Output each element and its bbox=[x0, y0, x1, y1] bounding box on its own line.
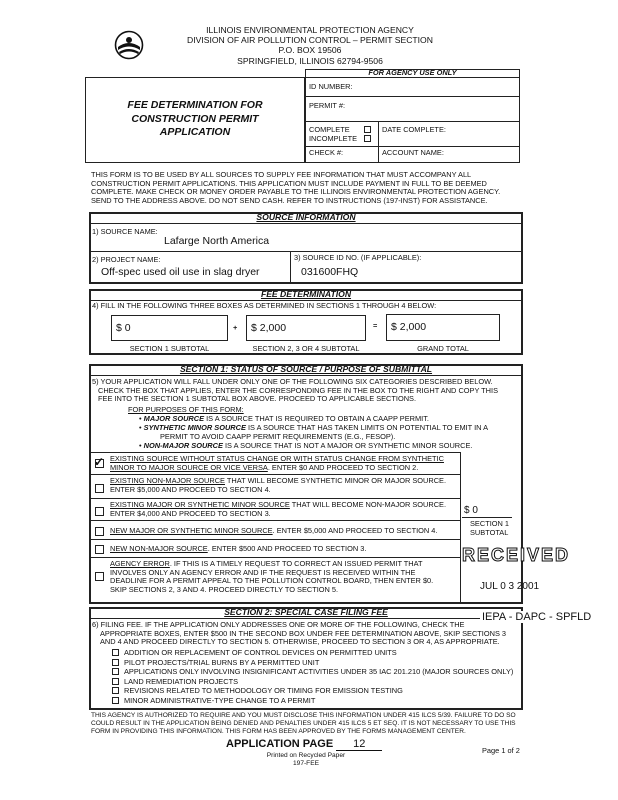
option-line-u: MINOR TO MAJOR SOURCE OR VICE VERSA bbox=[110, 462, 268, 472]
option-line: ENTER $5,000 AND PROCEED TO SECTION 4. bbox=[110, 484, 271, 494]
option-line-u: EXISTING NON-MAJOR SOURCE bbox=[110, 476, 225, 485]
option-line-rest: . ENTER $0 AND PROCEED TO SECTION 2. bbox=[267, 462, 419, 472]
special-case-checkbox[interactable] bbox=[112, 697, 119, 704]
special-case-label: MINOR ADMINISTRATIVE-TYPE CHANGE TO A PERMIT bbox=[124, 695, 316, 705]
account-name-label: ACCOUNT NAME: bbox=[382, 148, 444, 157]
application-page-label: APPLICATION PAGE bbox=[226, 738, 334, 750]
definition-text: IS A SOURCE THAT IS NOT A MAJOR OR SYNTHETIC MINOR SOURCE. bbox=[222, 441, 473, 450]
section1-intro-line: FEE INTO THE SECTION 1 SUBTOTAL BOX ABOVE. PROCEED TO APPLICABLE SECTIONS. bbox=[98, 394, 417, 404]
source-id-label: 3) SOURCE ID NO. (IF APPLICABLE): bbox=[294, 253, 422, 262]
intro-line: CONSTRUCTION PERMIT APPLICATIONS. THIS APPLICATION MUST INCLUDE PAYMENT IN FULL TO BE DEEMED bbox=[91, 178, 487, 188]
special-case-checkbox[interactable] bbox=[112, 678, 119, 685]
option-line: EXISTING SOURCE WITHOUT STATUS CHANGE OR WITH STATUS CHANGE FROM SYNTHETIC bbox=[110, 454, 444, 463]
subtotal-caption-line: SECTION 1 bbox=[470, 519, 510, 528]
purposes-label: FOR PURPOSES OF THIS FORM: bbox=[128, 405, 244, 414]
source-name-label: 1) SOURCE NAME: bbox=[92, 227, 158, 236]
option-line-rest: THAT WILL BECOME NON-MAJOR SOURCE. bbox=[289, 500, 447, 509]
section1-subtotal-field[interactable]: $ 0 bbox=[464, 505, 478, 516]
option-new-major-text bbox=[110, 527, 437, 536]
city-address: SPRINGFIELD, ILLINOIS 62794-9506 bbox=[237, 56, 383, 66]
complete-checkbox[interactable] bbox=[364, 126, 371, 133]
option-new-nonmajor-text bbox=[110, 545, 366, 554]
definition-non-major: • NON-MAJOR SOURCE IS A SOURCE THAT IS NOT A MAJOR OR SYNTHETIC MINOR SOURCE. bbox=[139, 441, 473, 450]
disclosure-line: FORM IN PROVIDING THIS INFORMATION. THIS FORM HAS BEEN APPROVED BY THE FORMS MANAGEMENT CENTER. bbox=[91, 727, 466, 735]
disclosure-text bbox=[91, 712, 516, 735]
grand-total-label: GRAND TOTAL bbox=[417, 344, 469, 353]
special-case-label: REVISIONS RELATED TO METHODOLOGY OR TIMING FOR EMISSION TESTING bbox=[124, 686, 403, 696]
special-case-label: ADDITION OR REPLACEMENT OF CONTROL DEVICES ON PERMITTED UNITS bbox=[124, 648, 397, 657]
section2-intro-line: APPROPRIATE BOXES, ENTER $500 IN THE SECOND BOX UNDER FEE DETERMINATION ABOVE, SKIP SECTIONS 3 bbox=[100, 628, 507, 638]
special-case-label: LAND REMEDIATION PROJECTS bbox=[124, 676, 239, 686]
form-number: 197-FEE bbox=[292, 760, 320, 767]
definition-text: IS A SOURCE THAT HAS TAKEN LIMITS ON POTENTIAL TO EMIT IN A bbox=[245, 423, 489, 432]
date-complete-label: DATE COMPLETE: bbox=[382, 125, 446, 134]
option-line bbox=[110, 464, 444, 473]
option-agency-error-text bbox=[110, 560, 433, 594]
special-case-label: APPLICATIONS ONLY INVOLVING INSIGNIFICANT ACTIVITIES UNDER 35 IAC 201.210 (MAJOR SOURCES ONLY) bbox=[124, 667, 514, 677]
grand-total-value: $ 2,000 bbox=[391, 321, 427, 333]
special-case-list bbox=[112, 649, 513, 707]
section1-heading: SECTION 1: STATUS OF SOURCE / PURPOSE OF SUBMITTAL bbox=[179, 364, 433, 374]
plus-sign: + bbox=[233, 323, 238, 332]
source-info-heading: SOURCE INFORMATION bbox=[256, 212, 356, 222]
received-date: JUL 0 3 2001 bbox=[480, 581, 540, 592]
option-line-u: EXISTING MAJOR OR SYNTHETIC MINOR SOURCE bbox=[110, 500, 290, 509]
intro-text bbox=[91, 171, 500, 205]
complete-label: COMPLETE bbox=[309, 125, 350, 134]
intro-line: SEND TO THE ADDRESS ABOVE. DO NOT SEND CASH. REFER TO INSTRUCTIONS (197-INST) FOR ASSISTANCE. bbox=[91, 195, 488, 205]
fee-determination-heading: FEE DETERMINATION bbox=[260, 289, 352, 299]
recycled-paper-note: Printed on Recycled Paper bbox=[266, 752, 346, 759]
option-line-u: NEW NON-MAJOR SOURCE bbox=[110, 544, 208, 553]
option-line-u: AGENCY ERROR bbox=[110, 559, 170, 568]
project-name-value[interactable]: Off-spec used oil use in slag dryer bbox=[101, 266, 260, 278]
option-nonmajor-to-major-text bbox=[110, 477, 446, 494]
section2-heading: SECTION 2: SPECIAL CASE FILING FEE bbox=[224, 607, 388, 617]
section1-subtotal-value: $ 0 bbox=[116, 322, 131, 334]
section2-intro-line: AND 4 AND PROCEED DIRECTLY TO SECTION 5. OTHERWISE, PROCEED TO SECTION 3 OR 4, AS APPROPRIATE. bbox=[100, 637, 500, 647]
section1-subtotal-caption bbox=[470, 520, 509, 537]
definition-text: IS A SOURCE THAT IS REQUIRED TO OBTAIN A CAAPP PERMIT. bbox=[204, 414, 429, 423]
incomplete-checkbox[interactable] bbox=[364, 135, 371, 142]
permit-number-label: PERMIT #: bbox=[309, 101, 346, 110]
section1-subtotal-label: SECTION 1 SUBTOTAL bbox=[129, 344, 210, 353]
option-major-to-nonmajor-text bbox=[110, 501, 446, 518]
definition-synthetic-minor: • SYNTHETIC MINOR SOURCE IS A SOURCE THAT HAS TAKEN LIMITS ON POTENTIAL TO EMIT IN A bbox=[139, 423, 489, 432]
option-line: SKIP SECTIONS 2, 3 AND 4. PROCEED DIRECTLY TO SECTION 5. bbox=[110, 584, 339, 594]
option-line-rest: . IF THIS IS A TIMELY REQUEST TO CORRECT AN ISSUED PERMIT THAT bbox=[169, 559, 423, 568]
check-number-label: CHECK #: bbox=[309, 148, 344, 157]
subtotal-caption-line: SUBTOTAL bbox=[470, 527, 509, 537]
option-nonmajor-to-major-checkbox[interactable] bbox=[95, 484, 104, 493]
form-title-line-1: FEE DETERMINATION FOR bbox=[127, 99, 263, 111]
page-of: Page 1 of 2 bbox=[482, 746, 520, 755]
disclosure-line: COULD RESULT IN THE APPLICATION BEING DENIED AND PENALTIES UNDER 415 ILCS 5 ET SEQ. IT IS NOT NECESSARY TO USE THIS bbox=[91, 719, 516, 727]
source-name-value[interactable]: Lafarge North America bbox=[164, 235, 270, 247]
form-title-line-2: CONSTRUCTION PERMIT bbox=[131, 112, 259, 125]
section1-intro-line: CHECK THE BOX THAT APPLIES, ENTER THE CORRESPONDING FEE IN THE BOX TO THE RIGHT AND COPY THIS bbox=[98, 385, 499, 395]
option-major-to-nonmajor-checkbox[interactable] bbox=[95, 507, 104, 516]
form-title bbox=[85, 99, 305, 140]
option-line-u: NEW MAJOR OR SYNTHETIC MINOR SOURCE bbox=[110, 526, 273, 535]
option-line-rest: THAT WILL BECOME SYNTHETIC MINOR OR MAJOR SOURCE. bbox=[224, 476, 447, 485]
definition-major: • MAJOR SOURCE IS A SOURCE THAT IS REQUIRED TO OBTAIN A CAAPP PERMIT. bbox=[139, 414, 429, 423]
application-page bbox=[226, 738, 382, 751]
agency-use-heading: FOR AGENCY USE ONLY bbox=[368, 68, 457, 77]
special-case-label: PILOT PROJECTS/TRIAL BURNS BY A PERMITTED UNIT bbox=[124, 657, 320, 667]
received-stamp: RECEIVED bbox=[462, 545, 571, 565]
option-new-major-checkbox[interactable] bbox=[95, 527, 104, 536]
agency-seal-logo bbox=[114, 30, 144, 60]
option-new-nonmajor-checkbox[interactable] bbox=[95, 545, 104, 554]
intro-line: THIS FORM IS TO BE USED BY ALL SOURCES TO SUPPLY FEE INFORMATION THAT MUST ACCOMPANY ALL bbox=[91, 170, 472, 179]
definition-term: NON-MAJOR SOURCE bbox=[143, 441, 223, 450]
section2-subtotal-label: SECTION 2, 3 OR 4 SUBTOTAL bbox=[252, 344, 360, 353]
option-line-rest: . ENTER $5,000 AND PROCEED TO SECTION 4. bbox=[272, 526, 438, 535]
id-number-label: ID NUMBER: bbox=[309, 82, 353, 91]
special-case-item[interactable] bbox=[112, 697, 513, 707]
option-line: ENTER $4,000 AND PROCEED TO SECTION 3. bbox=[110, 508, 271, 518]
source-id-value[interactable]: 031600FHQ bbox=[301, 266, 359, 278]
option-existing-source-text bbox=[110, 455, 444, 472]
section1-intro bbox=[92, 378, 498, 404]
special-case-checkbox[interactable] bbox=[112, 649, 119, 656]
option-line-rest: . ENTER $500 AND PROCEED TO SECTION 3. bbox=[207, 544, 367, 553]
application-page-number[interactable]: 12 bbox=[336, 738, 382, 751]
option-line: DEADLINE FOR A PERMIT APPEAL TO THE POLLUTION CONTROL BOARD, THEN ENTER $0. bbox=[110, 576, 434, 586]
disclosure-line: THIS AGENCY IS AUTHORIZED TO REQUIRE AND YOU MUST DISCLOSE THIS INFORMATION UNDER 415 ILCS 5/39. FAILURE TO DO SO bbox=[91, 712, 516, 719]
equals-sign: = bbox=[373, 321, 378, 330]
section2-subtotal-value: $ 2,000 bbox=[251, 322, 287, 334]
intro-line: COMPLETE. MAKE CHECK OR MONEY ORDER PAYABLE TO THE ILLINOIS ENVIRONMENTAL PROTECTION AGENCY. bbox=[91, 187, 501, 197]
section2-intro-line: 6) FILING FEE. IF THE APPLICATION ONLY ADDRESSES ONE OR MORE OF THE FOLLOWING, CHECK THE bbox=[92, 620, 465, 629]
special-case-checkbox[interactable] bbox=[112, 687, 119, 694]
illinois-epa-seal-icon bbox=[114, 30, 144, 60]
agency-name: ILLINOIS ENVIRONMENTAL PROTECTION AGENCY bbox=[206, 25, 414, 35]
special-case-checkbox[interactable] bbox=[112, 659, 119, 666]
definition-term: SYNTHETIC MINOR SOURCE bbox=[143, 423, 246, 432]
iepa-stamp: IEPA - DAPC - SPFLD bbox=[482, 611, 592, 623]
definition-continuation: PERMIT TO AVOID CAAPP PERMIT REQUIREMENTS (E.G., FESOP). bbox=[160, 432, 396, 441]
form-title-line-3: APPLICATION bbox=[159, 126, 231, 138]
section2-intro bbox=[92, 621, 506, 647]
incomplete-label: INCOMPLETE bbox=[309, 134, 358, 143]
option-agency-error-checkbox[interactable] bbox=[95, 572, 104, 581]
option-line: INVOLVES ONLY AN AGENCY ERROR AND IF THE REQUEST IS RECEIVED WITHIN THE bbox=[110, 567, 416, 577]
division-name: DIVISION OF AIR POLLUTION CONTROL – PERMIT SECTION bbox=[187, 35, 433, 45]
section1-intro-line: 5) YOUR APPLICATION WILL FALL UNDER ONLY ONE OF THE FOLLOWING SIX CATEGORIES DESCRIBED BELOW. bbox=[92, 377, 493, 386]
definition-term: MAJOR SOURCE bbox=[143, 414, 205, 423]
fee-instruction: 4) FILL IN THE FOLLOWING THREE BOXES AS DETERMINED IN SECTIONS 1 THROUGH 4 BELOW: bbox=[92, 301, 437, 310]
checkmark-icon: ✓ bbox=[94, 455, 105, 469]
project-name-label: 2) PROJECT NAME: bbox=[92, 255, 161, 264]
special-case-checkbox[interactable] bbox=[112, 668, 119, 675]
po-box: P.O. BOX 19506 bbox=[278, 45, 342, 55]
